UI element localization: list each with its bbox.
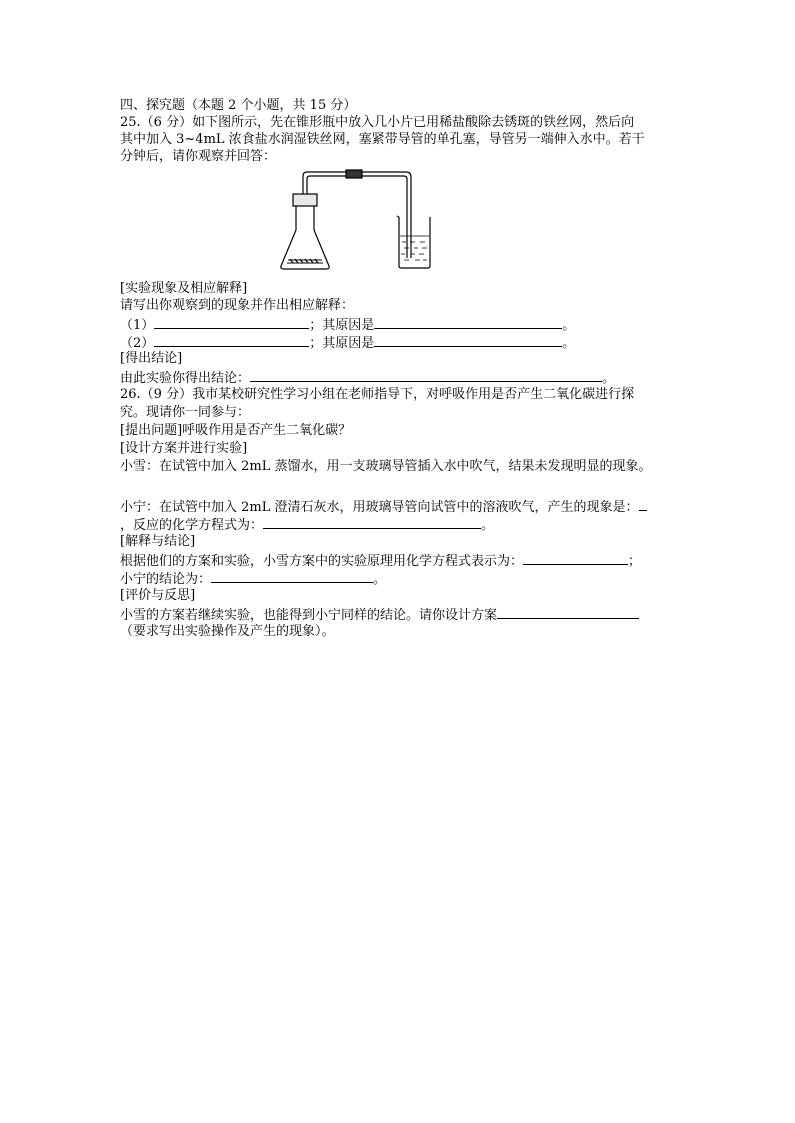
q26-line1: 26.（9 分）我市某校研究性学习小组在老师指导下，对呼吸作用是否产生二氧化碳进行探 [120, 387, 635, 402]
rubber-stopper [293, 194, 317, 206]
q26-reflect-line1 [120, 605, 639, 624]
q26-design-blank[interactable] [497, 605, 639, 619]
q25-item1-reason-blank[interactable] [374, 315, 562, 329]
q26-equation-blank[interactable] [263, 515, 481, 529]
q26-xiaoxue: 小雪：在试管中加入 2mL 蒸馏水，用一支玻璃导管插入水中吹气，结果未发现明显的现象。 [120, 459, 652, 474]
q25-item2-phenomenon-blank[interactable] [154, 333, 309, 347]
q26-xiaoning-text: 小宁：在试管中加入 2mL 澄清石灰水，用玻璃导管向试管中的溶液吹气，产生的现象是： [120, 500, 639, 515]
section-title: 四、探究题（本题 2 个小题，共 15 分） [120, 98, 357, 113]
q25-conclusion-blank[interactable] [250, 368, 602, 382]
q25-item1-number: （1） [120, 318, 155, 333]
iron-wire-mesh [287, 259, 323, 263]
q26-xiaoning-conclusion-label: 小宁的结论为： [120, 572, 212, 587]
q26-reflect-text: 小雪的方案若继续实验，也能得到小宁同样的结论。请你设计方案 [120, 608, 498, 623]
q26-conclusion-period: 。 [373, 572, 387, 587]
q25-item2-reason-blank[interactable] [374, 333, 562, 347]
q25-item1-reason-label: ；其原因是 [309, 318, 375, 333]
q26-phenomenon-blank[interactable] [639, 497, 647, 511]
q25-line1: 25.（6 分）如下图所示，先在锥形瓶中放入几小片已用稀盐酸除去锈斑的铁丝网，然后向 [120, 115, 635, 130]
q25-item2-number: （2） [120, 336, 155, 351]
q25-item1 [120, 315, 575, 334]
rubber-connector [346, 170, 362, 178]
q26-reflect-line2: （要求写出实验操作及产生的现象）。 [120, 624, 335, 639]
q26-heading-reflect: [评价与反思] [120, 588, 196, 603]
q26-equation-period: 。 [481, 518, 495, 533]
q26-explain-line2 [120, 569, 386, 588]
q25-item1-period: 。 [562, 318, 576, 333]
q26-xiaoning-line1 [120, 497, 647, 516]
q26-heading-design: [设计方案并进行实验] [120, 441, 248, 456]
q26-explain-semicolon: ； [628, 554, 642, 569]
q25-line3: 分钟后，请你观察并回答： [120, 149, 277, 164]
q25-item1-phenomenon-blank[interactable] [154, 315, 309, 329]
q26-xiaoxue-equation-blank[interactable] [523, 551, 628, 565]
q25-heading-phenomenon: [实验现象及相应解释] [120, 281, 248, 296]
q25-item2-period: 。 [562, 336, 576, 351]
q25-conclusion-period: 。 [602, 371, 616, 386]
experiment-apparatus-figure [270, 160, 440, 272]
q25-heading-conclusion: [得出结论] [120, 351, 183, 366]
water-in-beaker [400, 236, 429, 260]
delivery-tube [303, 172, 411, 258]
q25-line2: 其中加入 3~4mL 浓食盐水润湿铁丝网，塞紧带导管的单孔塞，导管另一端伸入水中。若干 [120, 132, 645, 147]
q25-conclusion [120, 368, 615, 387]
q25-item2-reason-label: ；其原因是 [309, 336, 375, 351]
q25-conclusion-label: 由此实验你得出结论： [120, 371, 251, 386]
q26-equation-label: ，反应的化学方程式为： [120, 518, 264, 533]
q25-prompt: 请写出你观察到的现象并作出相应解释： [120, 298, 355, 313]
q26-heading-question: [提出问题]呼吸作用是否产生二氧化碳？ [120, 423, 352, 438]
q26-explain-text: 根据他们的方案和实验，小雪方案中的实验原理用化学方程式表示为： [120, 554, 524, 569]
q26-xiaoning-conclusion-blank[interactable] [211, 569, 373, 583]
q26-xiaoning-line2 [120, 515, 494, 534]
q26-explain-line1 [120, 551, 641, 570]
q26-heading-explain: [解释与结论] [120, 534, 196, 549]
q25-item2 [120, 333, 575, 352]
q26-line2: 究。现请你一同参与： [120, 405, 251, 420]
